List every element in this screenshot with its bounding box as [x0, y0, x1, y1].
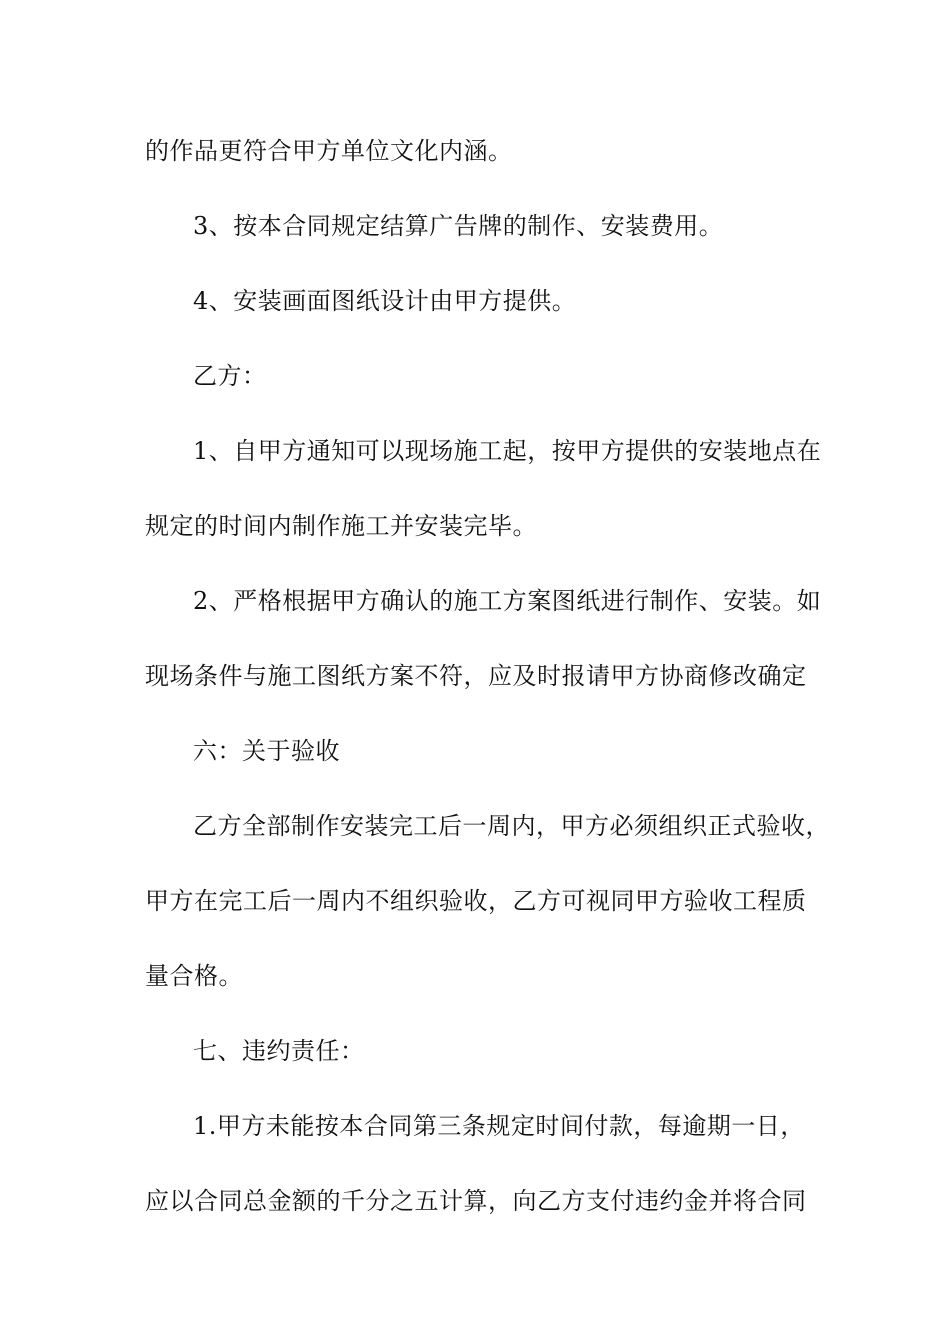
- section-heading: 乙方：: [193, 362, 267, 390]
- text-line: 的作品更符合甲方单位文化内涵。: [145, 137, 513, 165]
- text-line: 应以合同总金额的千分之五计算，向乙方支付违约金并将合同: [145, 1187, 807, 1215]
- section-heading: 六：关于验收: [193, 737, 340, 765]
- text-line: 1.甲方未能按本合同第三条规定时间付款，每逾期一日，: [193, 1112, 805, 1140]
- text-line: 规定的时间内制作施工并安装完毕。: [145, 512, 537, 540]
- text-line: 量合格。: [145, 962, 243, 990]
- text-line: 4、安装画面图纸设计由甲方提供。: [193, 287, 577, 315]
- text-line: 乙方全部制作安装完工后一周内，甲方必须组织正式验收，: [193, 812, 830, 840]
- text-line: 3、按本合同规定结算广告牌的制作、安装费用。: [193, 212, 724, 240]
- text-line: 甲方在完工后一周内不组织验收，乙方可视同甲方验收工程质: [145, 887, 807, 915]
- text-line: 现场条件与施工图纸方案不符，应及时报请甲方协商修改确定: [145, 662, 807, 690]
- section-heading: 七、违约责任：: [193, 1037, 365, 1065]
- text-line: 2、严格根据甲方确认的施工方案图纸进行制作、安装。如: [193, 587, 822, 615]
- text-line: 1、自甲方通知可以现场施工起，按甲方提供的安装地点在: [193, 437, 822, 465]
